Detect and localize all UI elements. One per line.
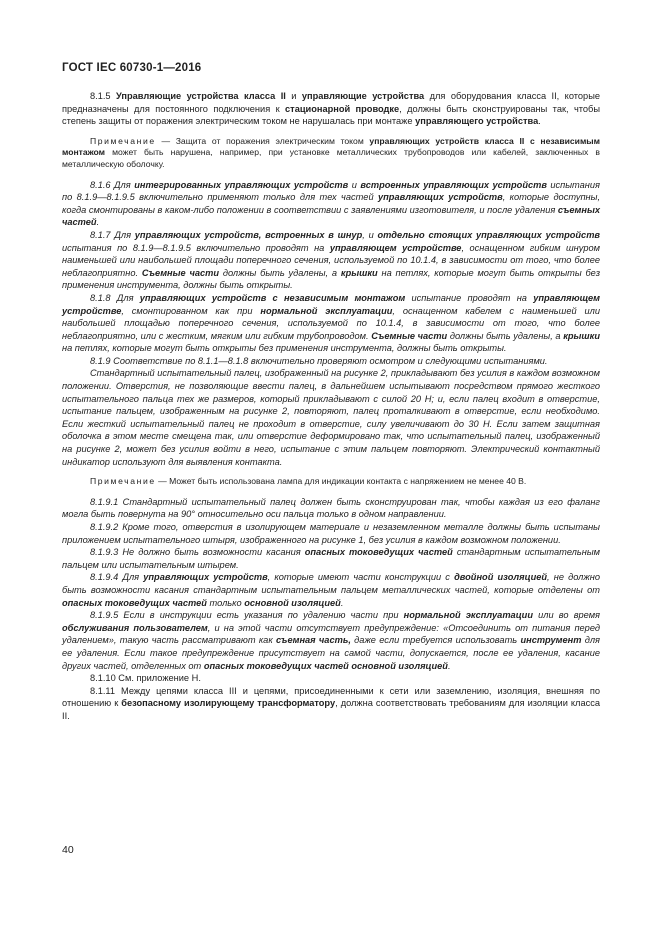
document-header: ГОСТ IEC 60730-1—2016 (62, 62, 202, 74)
clause-8-1-9-4: 8.1.9.4 Для управляющих устройств, которые имеют части конструкции с двойной изоляцией, не должно быть возможности касания стандартным испытательным пальцем металлических частей, которые отделены от опасных токоведущих частей только основной изоляцией. (62, 572, 600, 608)
clause-8-1-10: 8.1.10 См. приложение Н. (90, 673, 201, 684)
clause-8-1-7: 8.1.7 Для управляющих устройств, встроенных в шнур, и отдельно стоящих управляющих устройств испытания по 8.1.9—8.1.9.5 включительно проводят на управляющем устройстве, оснащенном гибким шнуром наименьшей или наибольшей площади поперечного сечения, используемой по 10.1.4, в зависимости от того, что более неблагоприятно. Съемные части должны быть удалены, а крышки на петлях, которые могут быть открыты без применения инструмента, должны быть открыты. (62, 229, 601, 291)
clause-8-1-9-5: 8.1.9.5 Если в инструкции есть указания по удалению части при нормальной эксплуатации или во время обслуживания пользователем, и на этой части отсутствует предупреждение: «Отсоединить от питания перед удалением», такую часть рассматривают как съемная часть, даже если требуется использовать инструмент для ее удаления. Если такое предупреждение присутствует на самой части, допускается, после ее удаления, касание других частей, отделенных от опасных токоведущих частей основной изоляцией. (62, 610, 601, 671)
clause-8-1-8: 8.1.8 Для управляющих устройств с независимым монтажом испытание проводят на управляющем устройстве, смонтированном как при нормальной эксплуатации, оснащенном кабелем с наименьшей или наибольшей площадью поперечного сечения, используемой по 10.1.4, в зависимости от того, что более неблагоприятно, или с жестким, мягким или гибким трубопроводом. Съемные части должны быть удалены, а крышки на петлях, которые могут быть открыты без применения инструмента, должны быть открыты. (62, 292, 600, 354)
clause-8-1-11: 8.1.11 Между цепями класса III и цепями, присоединенными к сети или заземлению, изоляция, внешняя по отношению к безопасному изолирующему трансформатору, должна соответствовать требованиям для изоляции класса II. (62, 685, 600, 721)
page-number: 40 (62, 844, 74, 856)
finger-test-description: Стандартный испытательный палец, изображенный на рисунке 2, прикладывают без усилия в каждом возможном положении. Отверстия, не позволяющие ввести палец, в дальнейшем испытывают посредством прямого жесткого испытательного пальца тех же размеров, который прикладывают с силой 20 Н; и, если палец входит в отверстие, испытание пальцем, изображенным на рисунке 2, повторяют, палец проталкивают в отверстие, если необходимо. Если жесткий испытательный палец не проходит в отверстие, силу увеличивают до 30 Н. Если затем защитная оболочка в этом месте смещена так, или отверстие деформировано так, что испытательный палец, изображенный на рисунке 2, может без усилия войти в него, испытание с этим пальцем повторяют. Электрический контактный индикатор используют для выявления контакта. (62, 368, 600, 467)
clause-8-1-9-3: 8.1.9.3 Не должно быть возможности касания опасных токоведущих частей стандартным испытательным пальцем или испытательным штырем. (62, 547, 600, 570)
note-2: Примечание — Может быть использована лампа для индикации контакта с напряжением не менее 40 В. (90, 476, 527, 487)
clause-8-1-9-1: 8.1.9.1 Стандартный испытательный палец должен быть сконструирован так, чтобы каждая из его фаланг могла быть повернута на 90° относительно оси пальца только в одном направлении. (62, 496, 600, 520)
clause-8-1-5: 8.1.5 Управляющие устройства класса II и управляющие устройства для оборудования класса II, которые предназначены для постоянного подключения к стационарной проводке, должны быть сконструированы так, чтобы степень защиты от поражения электрическим током не нарушалась при монтаже управляющего устройства. (62, 91, 600, 127)
clause-8-1-9-2: 8.1.9.2 Кроме того, отверстия в изолирующем материале и незаземленном металле должны быть испытаны приложением испытательного штыря, изображенного на рисунке 1, без усилия в каждом возможном положении. (62, 522, 600, 545)
clause-8-1-9: 8.1.9 Соответствие по 8.1.1—8.1.8 включительно проверяют осмотром и следующими испытаниями. (90, 355, 548, 366)
document-body (62, 90, 600, 723)
note-1: Примечание — Защита от поражения электрическим током управляющих устройств класса II с независимым монтажом может быть нарушена, например, при установке металлических трубопроводов или кабелей, заключенных в металлическую оболочку. (62, 135, 600, 169)
clause-8-1-6: 8.1.6 Для интегрированных управляющих устройств и встроенных управляющих устройств испытания по 8.1.9—8.1.9.5 включительно применяют только для тех частей управляющих устройств, которые доступны, когда смонтированы в каком-либо положении в соответствии с заявлениями изготовителя, и после удаления съемных частей. (62, 179, 601, 228)
